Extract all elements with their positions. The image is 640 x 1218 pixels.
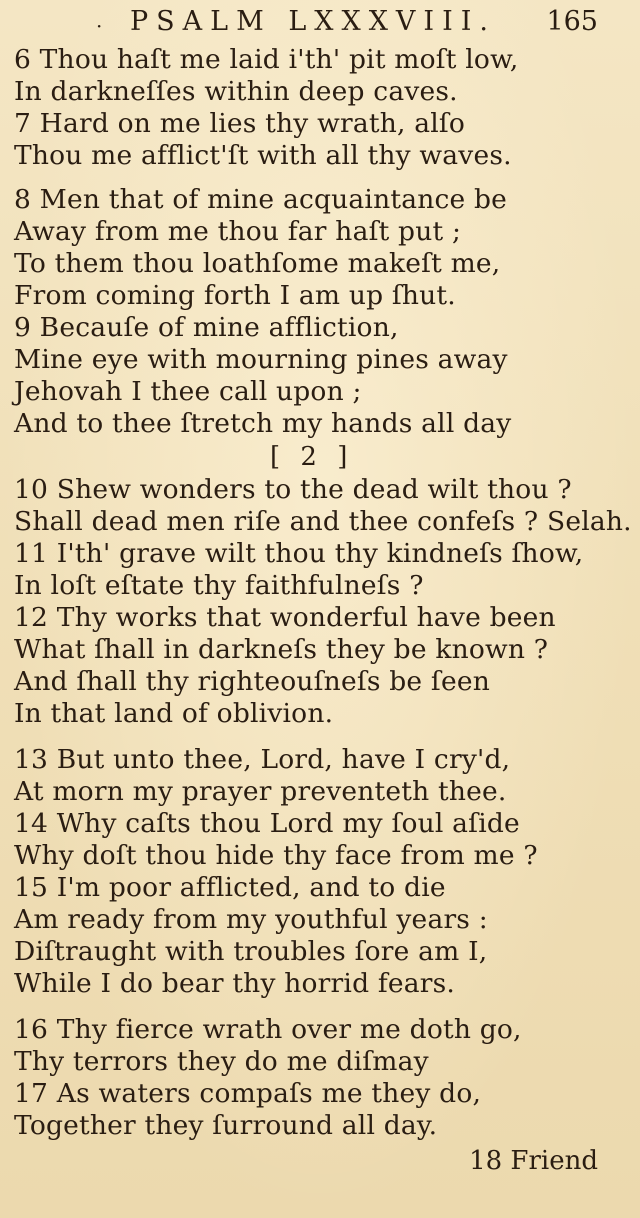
verse-line: From coming forth I am up ſhut.	[14, 280, 456, 311]
verse-line: Why doſt thou hide thy face from me ?	[14, 840, 538, 871]
verse-line: 12 Thy works that wonderful have been	[14, 602, 556, 633]
verse-line: 7 Hard on me lies thy wrath, alſo	[14, 108, 466, 139]
verse-line: 14 Why caſts thou Lord my ſoul aſide	[14, 808, 520, 839]
verse-line: At morn my prayer preventeth thee.	[14, 776, 507, 807]
verse-line: Diſtraught with troubles ſore am I,	[14, 936, 488, 967]
verse-line: Thou me afflict'ſt with all thy waves.	[14, 140, 512, 171]
verse-line: In that land of oblivion.	[14, 698, 334, 729]
verse-line: 15 I'm poor afflicted, and to die	[14, 872, 446, 903]
verse-line: Mine eye with mourning pines away	[14, 344, 508, 375]
page-number: 165	[546, 6, 598, 37]
section-mark: [ 2 ]	[270, 442, 354, 472]
verse-line: Shall dead men riſe and thee confeſs ? Selah.	[14, 506, 632, 537]
verse-line: 16 Thy fierce wrath over me doth go,	[14, 1014, 522, 1045]
verse-line: And ſhall thy righteouſneſs be ſeen	[14, 666, 490, 697]
verse-line: 9 Becauſe of mine affliction,	[14, 312, 399, 343]
verse-line: What ſhall in darkneſs they be known ?	[14, 634, 549, 665]
header-marker: ·	[96, 14, 103, 38]
running-header	[0, 4, 640, 44]
verse-line: Am ready from my youthful years :	[14, 904, 488, 935]
verse-line: In darkneſſes within deep caves.	[14, 76, 458, 107]
verse-line: 13 But unto thee, Lord, have I cry'd,	[14, 744, 511, 775]
verse-line: To them thou loathſome makeſt me,	[14, 248, 501, 279]
verse-line: In loſt eſtate thy faithfulneſs ?	[14, 570, 424, 601]
verse-line: Jehovah I thee call upon ;	[14, 376, 362, 407]
verse-line: 11 I'th' grave wilt thou thy kindneſs ſhow,	[14, 538, 584, 569]
verse-line: 17 As waters compaſs me they do,	[14, 1078, 482, 1109]
catchword: 18 Friend	[469, 1146, 598, 1176]
verse-line: 8 Men that of mine acquaintance be	[14, 184, 508, 215]
verse-line: 6 Thou haſt me laid i'th' pit moſt low,	[14, 44, 519, 75]
verse-line: Away from me thou far haſt put ;	[14, 216, 462, 247]
verse-line: 10 Shew wonders to the dead wilt thou ?	[14, 474, 572, 505]
verse-line: Thy terrors they do me diſmay	[14, 1046, 429, 1077]
verse-line: Together they ſurround all day.	[14, 1110, 438, 1141]
verse-line: While I do bear thy horrid fears.	[14, 968, 456, 999]
verse-line: And to thee ſtretch my hands all day	[14, 408, 512, 439]
psalm-title: PSALM LXXXVIII.	[130, 6, 496, 37]
